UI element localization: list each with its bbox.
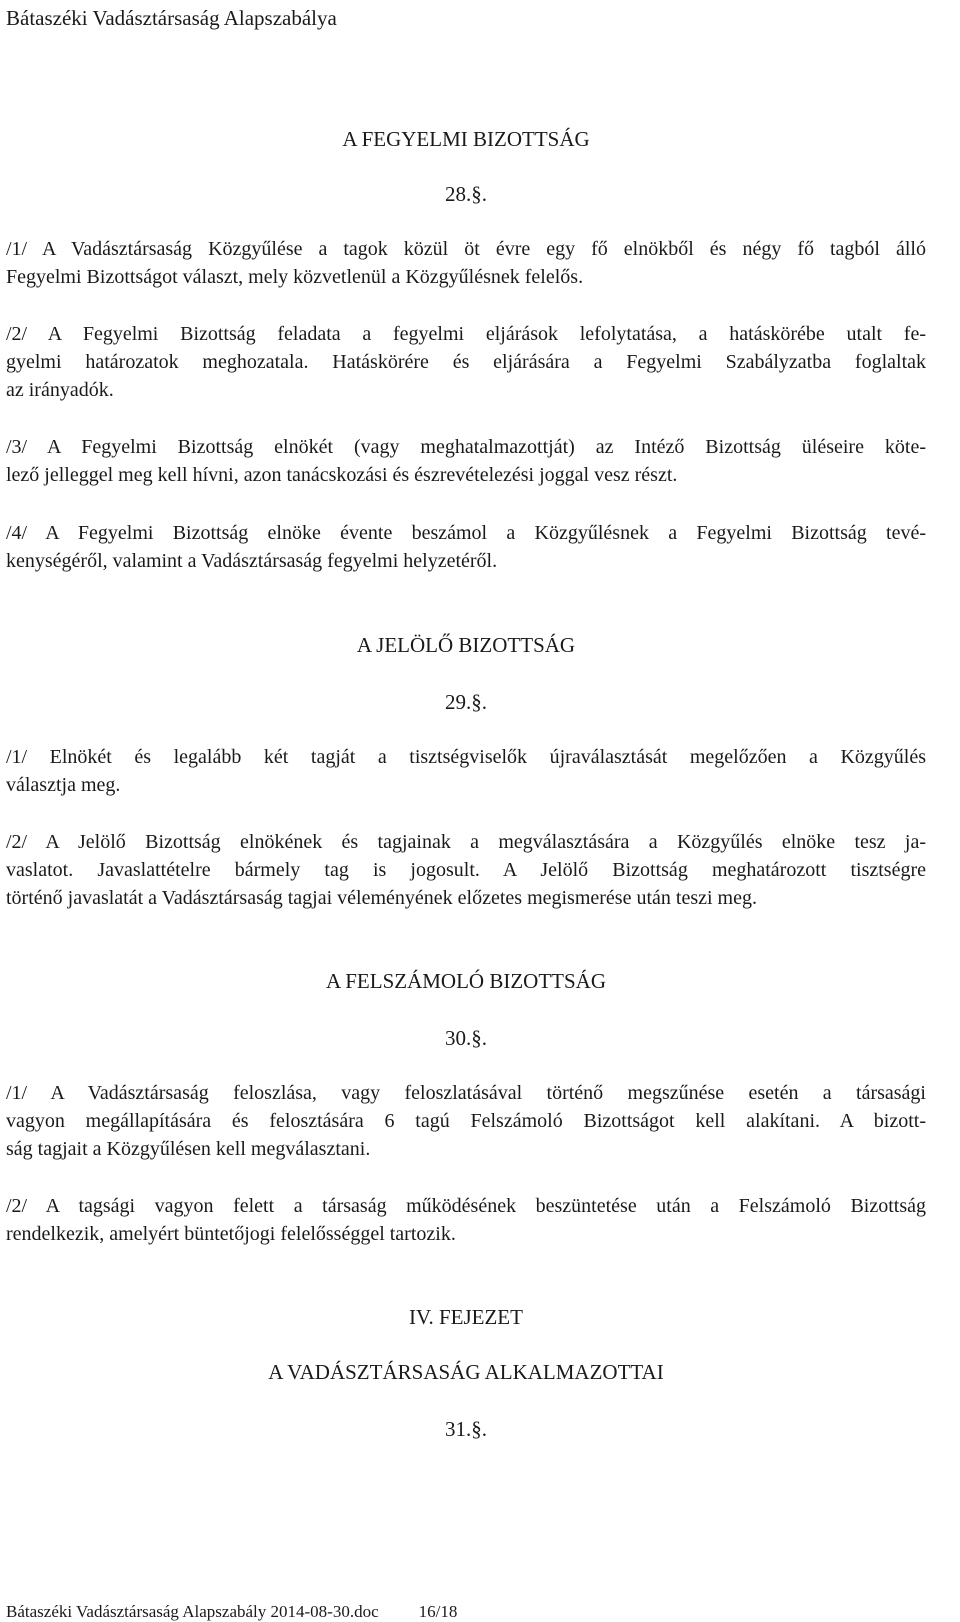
section-number-28: 28.§. [445,182,487,206]
footer-filename: Bátaszéki Vadásztársaság Alapszabály 2014-08-30.doc [6,1602,379,1621]
page-footer [6,1602,457,1622]
text-line: lező jelleggel meg kell hívni, azon tanácskozási és észrevételezési joggal vesz részt. [6,464,678,486]
paragraph-28-2 [6,320,926,404]
text-line: /2/ A Jelölő Bizottság elnökének és tagjainak a megválasztására a Közgyűlés elnöke tesz ja- [6,831,926,853]
text-line: /4/ A Fegyelmi Bizottság elnöke évente beszámol a Közgyűlésnek a Fegyelmi Bizottság tevé- [6,522,926,544]
text-line: választja meg. [6,774,121,796]
page-header-title: Bátaszéki Vadásztársaság Alapszabálya [6,6,337,30]
footer-page-number: 16/18 [418,1602,458,1621]
text-line: rendelkezik, amelyért büntetőjogi felelősséggel tartozik. [6,1223,456,1245]
text-line: /1/ A Vadásztársaság feloszlása, vagy feloszlatásával történő megszűnése esetén a társasági [6,1082,926,1104]
text-line: /3/ A Fegyelmi Bizottság elnökét (vagy meghatalmazottját) az Intéző Bizottság üléseire köte- [6,436,926,458]
paragraph-29-2 [6,828,926,912]
section-heading-fegyelmi: A FEGYELMI BIZOTTSÁG [342,127,590,151]
text-line: az irányadók. [6,379,114,401]
section-heading-felszamolo: A FELSZÁMOLÓ BIZOTTSÁG [325,969,606,993]
text-line: gyelmi határozatok meghozatala. Hatáskörére és eljárására a Fegyelmi Szabályzatba foglaltak [6,351,926,373]
section-number-29: 29.§. [445,690,487,714]
text-line: /1/ Elnökét és legalább két tagját a tisztségviselők újraválasztását megelőzően a Közgyűlés [6,746,926,768]
section-heading-jelolo: A JELÖLŐ BIZOTTSÁG [356,633,576,657]
paragraph-28-4 [6,519,926,575]
paragraph-30-1 [6,1079,926,1163]
text-line: /1/ A Vadásztársaság Közgyűlése a tagok közül öt évre egy fő elnökből és négy fő tagból álló [6,238,926,260]
chapter-heading: IV. FEJEZET [409,1305,523,1329]
text-line: kenységéről, valamint a Vadásztársaság fegyelmi helyzetéről. [6,550,498,572]
text-line: vaslatot. Javaslattételre bármely tag is jogosult. A Jelölő Bizottság meghatározott tisztségre [6,859,926,881]
text-line: ság tagjait a Közgyűlésen kell megválasztani. [6,1138,371,1160]
paragraph-28-3 [6,433,926,489]
text-line: /2/ A Fegyelmi Bizottság feladata a fegyelmi eljárások lefolytatása, a hatáskörébe utalt fe- [6,323,926,345]
paragraph-28-1 [6,235,926,291]
section-number-30: 30.§. [445,1026,487,1050]
paragraph-30-2 [6,1192,926,1248]
text-line: történő javaslatát a Vadásztársaság tagjai véleményének előzetes megismerése után teszi meg. [6,887,757,909]
text-line: /2/ A tagsági vagyon felett a társaság működésének beszüntetése után a Felszámoló Bizottság [6,1195,926,1217]
text-line: vagyon megállapítására és felosztására 6 tagú Felszámoló Bizottságot kell alakítani. A bizott- [6,1110,926,1132]
section-number-31: 31.§. [445,1417,487,1441]
paragraph-29-1 [6,743,926,799]
text-line: Fegyelmi Bizottságot választ, mely közvetlenül a Közgyűlésnek felelős. [6,266,584,288]
section-heading-alkalmazottai: A VADÁSZTÁRSASÁG ALKALMAZOTTAI [268,1360,664,1384]
